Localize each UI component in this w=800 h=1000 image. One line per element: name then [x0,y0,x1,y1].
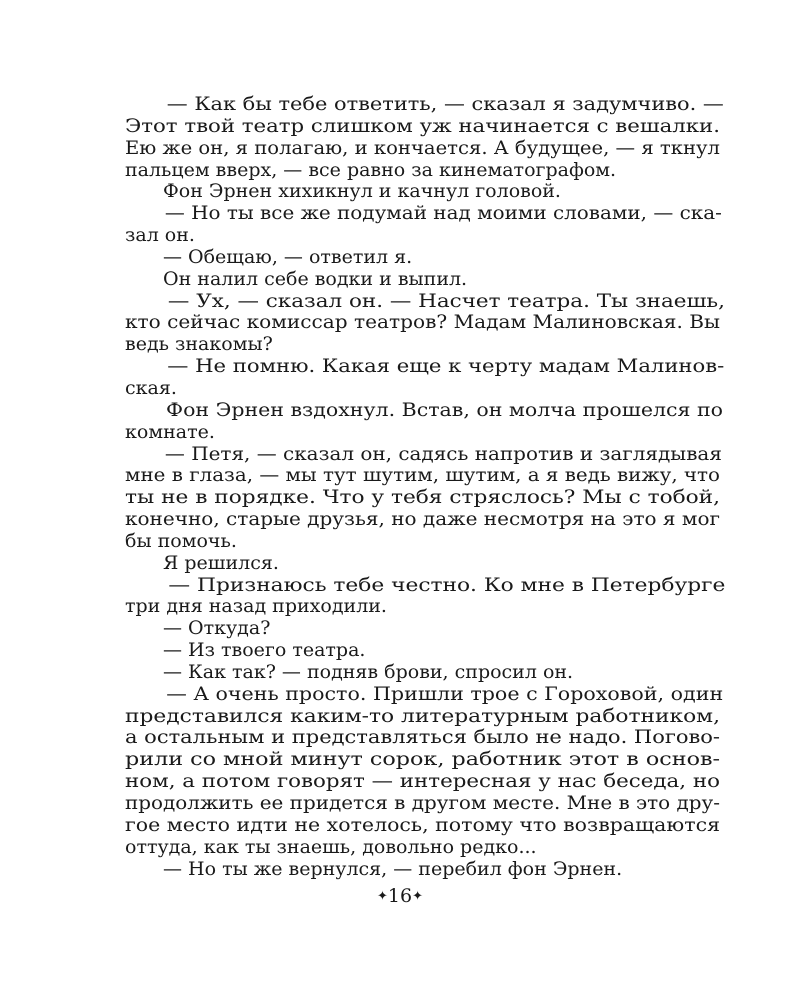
text-line: ты не в порядке. Что у тебя стряслось? Мы с тобой, [125,486,721,509]
text-line: Я решился. [163,551,279,574]
text-line: Фон Эрнен хихикнул и качнул головой. [163,180,561,203]
text-line: — Признаюсь тебе честно. Ко мне в Петербурге [168,573,726,596]
text-line: пальцем вверх, — все равно за кинематографом. [125,158,617,181]
text-line: — Ух, — сказал он. — Насчет театра. Ты знаешь, [167,289,725,312]
text-line: — Не помню. Какая еще к черту мадам Малинов- [167,355,725,378]
page-number-footer [0,885,800,907]
text-line: представился каким-то литературным работником, [125,704,721,727]
text-line: — Петя, — сказал он, садясь напротив и заглядывая [164,442,722,465]
text-line: продолжить ее придется в другом месте. Мне в это дру- [125,792,721,814]
text-line: рили со мной минут сорок, работник этот в основ- [125,748,721,771]
text-line: — Как бы тебе ответить, — сказал я задумчиво. — [166,93,724,115]
text-line: а остальным и представляться было не надо. Погово- [125,726,721,749]
page-text [125,93,726,880]
text-line: Фон Эрнен вздохнул. Встав, он молча прошелся по [166,398,724,421]
text-line: ведь знакомы? [125,333,273,356]
text-line: ном, а потом говорят — интересная у нас беседа, но [125,770,720,793]
text-line: ская. [125,376,177,399]
text-line: комнате. [125,420,215,443]
text-line: — Но ты же вернулся, — перебил фон Эрнен. [163,857,623,880]
text-line: Он налил себе водки и выпил. [163,267,468,290]
text-line: три дня назад приходили. [125,595,387,618]
text-line: — А очень просто. Пришли трое с Гороховой, один [166,682,724,705]
text-line: кто сейчас комиссар театров? Мадам Малиновская. Вы [125,311,721,334]
text-line: конечно, старые друзья, но даже несмотря на это я мог [125,508,720,531]
ornament-left-icon: ✦ [377,889,388,904]
text-line: — Откуда? [163,617,271,640]
text-line: зал он. [125,224,195,247]
text-line: — Но ты все же подумай над моими словами, — ска- [164,202,722,225]
text-line: — Из твоего театра. [163,639,366,662]
text-line: — Как так? — подняв брови, спросил он. [163,660,574,683]
text-line: оттуда, как ты знаешь, довольно редко... [125,835,537,858]
text-line: мне в глаза, — мы тут шутим, шутим, а я ведь вижу, что [125,464,720,487]
page-number: 16 [387,885,413,907]
text-line: Этот твой театр слишком уж начинается с вешалки. [125,114,720,137]
text-line: гое место идти не хотелось, потому что возвращаются [125,813,721,836]
text-line: Ею же он, я полагаю, и кончается. А будущее, — я ткнул [125,136,721,159]
ornament-right-icon: ✦ [412,889,423,904]
text-line: бы помочь. [125,529,237,552]
text-line: — Обещаю, — ответил я. [163,245,413,268]
